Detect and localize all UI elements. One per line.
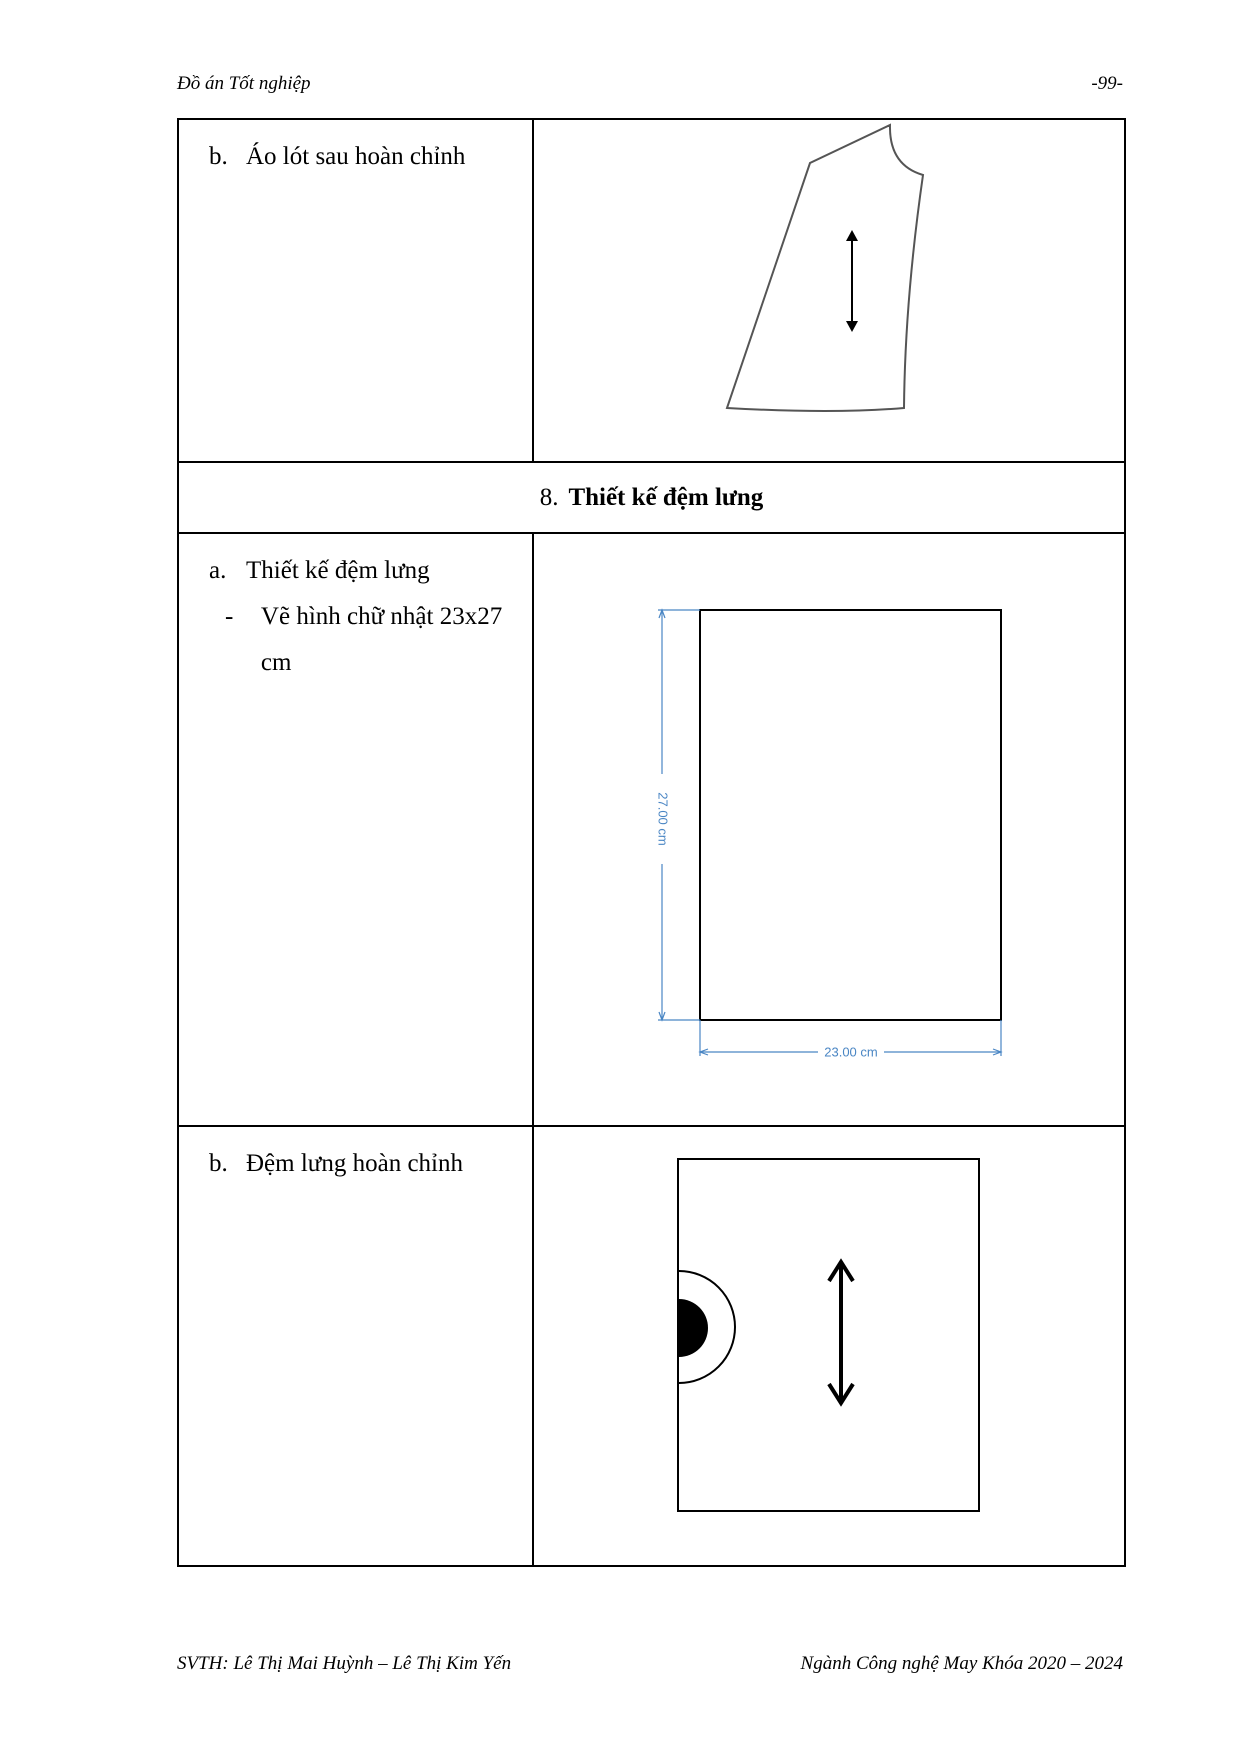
item-label-text: Áo lót sau hoàn chỉnh: [246, 143, 466, 170]
back-pad-rectangle-figure: [534, 534, 1125, 1125]
item-marker: a.: [209, 557, 227, 584]
bullet-item: [209, 594, 524, 686]
section-title: Thiết kế đệm lưng: [568, 484, 764, 511]
footer-authors: SVTH: Lê Thị Mai Huỳnh – Lê Thị Kim Yến: [177, 1653, 512, 1674]
header-title: Đồ án Tốt nghiệp: [177, 73, 311, 94]
footer-program: Ngành Công nghệ May Khóa 2020 – 2024: [800, 1653, 1123, 1674]
finished-back-pad-outline: [678, 1159, 979, 1511]
row-label-cell: [178, 119, 533, 462]
table-row: [178, 119, 1125, 462]
table-row: [178, 533, 1125, 1126]
item-label: [179, 120, 532, 180]
section-number: 8.: [539, 484, 559, 511]
figure-cell: [533, 1126, 1125, 1566]
item-marker: b.: [209, 1150, 228, 1177]
table-row: [178, 462, 1125, 533]
figure-cell: [533, 119, 1125, 462]
item-label: [179, 534, 532, 686]
row-label-cell: [178, 533, 533, 1126]
section-heading: [179, 463, 1124, 532]
item-marker: b.: [209, 143, 228, 170]
hanger-hole-inner: [679, 1299, 708, 1357]
grainline-arrow: [846, 230, 858, 332]
figure-cell: [533, 533, 1125, 1126]
bullet-text: Vẽ hình chữ nhật 23x27 cm: [260, 603, 503, 676]
table-row: [178, 1126, 1125, 1566]
finished-back-pad-figure: [534, 1127, 1125, 1565]
item-label: [179, 1127, 532, 1187]
section-heading-cell: [178, 462, 1125, 533]
back-lining-outline: [727, 125, 923, 411]
back-pad-rectangle: [700, 610, 1001, 1020]
row-label-cell: [178, 1126, 533, 1566]
width-dimension-label: 23.00 cm: [823, 1044, 878, 1060]
content-table: [177, 118, 1126, 1567]
back-lining-pattern-figure: [534, 120, 1125, 461]
grainline-arrow: [829, 1262, 853, 1403]
bullet-marker: -: [225, 603, 234, 630]
item-label-text: Đệm lưng hoàn chỉnh: [246, 1150, 463, 1177]
height-dimension-label: 27.00 cm: [655, 792, 671, 846]
item-label-text: Thiết kế đệm lưng: [246, 557, 430, 584]
page-number: -99-: [1091, 73, 1123, 94]
